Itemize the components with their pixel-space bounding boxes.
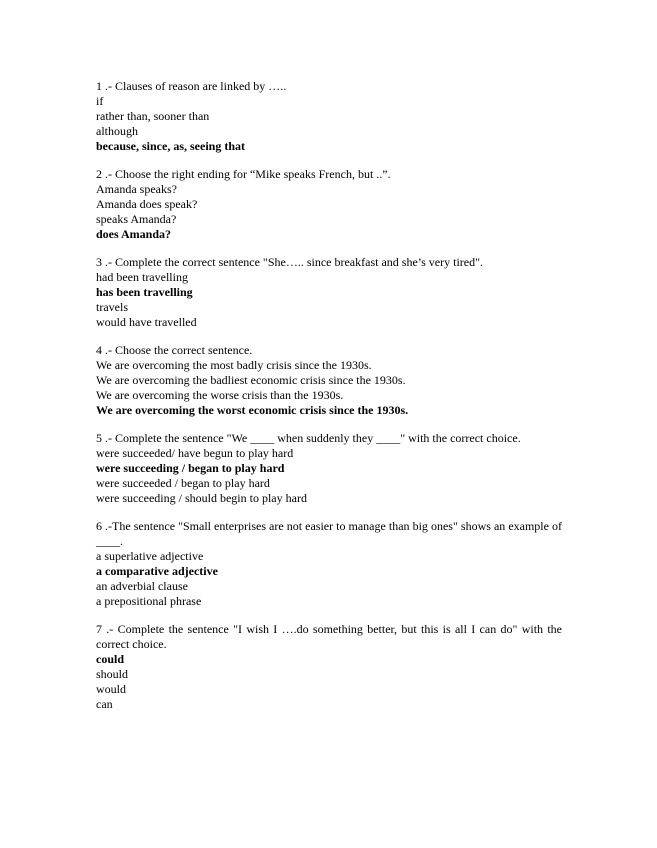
quiz-document (96, 79, 562, 725)
correct-answer-option: could (96, 652, 125, 666)
correct-answer-option: a comparative adjective (96, 564, 218, 578)
correct-answer-option: were succeeding / began to play hard (96, 461, 285, 475)
answer-option: were succeeded/ have begun to play hard (96, 446, 294, 460)
question-text: 3 .- Complete the correct sentence "She….. since breakfast and she’s very tired". (96, 255, 483, 269)
correct-answer-option: We are overcoming the worst economic crisis since the 1930s. (96, 403, 409, 417)
answer-option: We are overcoming the most badly crisis since the 1930s. (96, 358, 372, 372)
question-3 (96, 255, 562, 330)
answer-option: We are overcoming the worse crisis than the 1930s. (96, 388, 344, 402)
answer-option: had been travelling (96, 270, 188, 284)
question-text: 5 .- Complete the sentence "We ____ when suddenly they ____" with the correct choice. (96, 431, 521, 445)
answer-option: should (96, 667, 129, 681)
answer-option: speaks Amanda? (96, 212, 177, 226)
answer-option: if (96, 94, 104, 108)
answer-option: Amanda speaks? (96, 182, 177, 196)
answer-option: rather than, sooner than (96, 109, 210, 123)
question-4 (96, 343, 562, 418)
question-text: 7 .- Complete the sentence "I wish I ….do something better, but this is all I can do" with the correct choice. (96, 622, 562, 651)
answer-option: an adverbial clause (96, 579, 188, 593)
question-text: 6 .-The sentence "Small enterprises are not easier to manage than big ones" shows an example of ____. (96, 519, 562, 548)
question-2 (96, 167, 562, 242)
question-text: 2 .- Choose the right ending for “Mike speaks French, but ..”. (96, 167, 391, 181)
question-text: 1 .- Clauses of reason are linked by ….. (96, 79, 287, 93)
answer-option: although (96, 124, 138, 138)
answer-option: were succeeded / began to play hard (96, 476, 270, 490)
answer-option: were succeeding / should begin to play hard (96, 491, 307, 505)
question-6 (96, 519, 562, 609)
answer-option: would have travelled (96, 315, 197, 329)
question-text: 4 .- Choose the correct sentence. (96, 343, 253, 357)
answer-option: Amanda does speak? (96, 197, 198, 211)
question-1 (96, 79, 562, 154)
correct-answer-option: does Amanda? (96, 227, 172, 241)
answer-option: can (96, 697, 113, 711)
answer-option: a prepositional phrase (96, 594, 202, 608)
answer-option: We are overcoming the badliest economic crisis since the 1930s. (96, 373, 406, 387)
answer-option: a superlative adjective (96, 549, 204, 563)
correct-answer-option: because, since, as, seeing that (96, 139, 245, 153)
question-7 (96, 622, 562, 712)
correct-answer-option: has been travelling (96, 285, 193, 299)
answer-option: would (96, 682, 126, 696)
answer-option: travels (96, 300, 128, 314)
question-5 (96, 431, 562, 506)
